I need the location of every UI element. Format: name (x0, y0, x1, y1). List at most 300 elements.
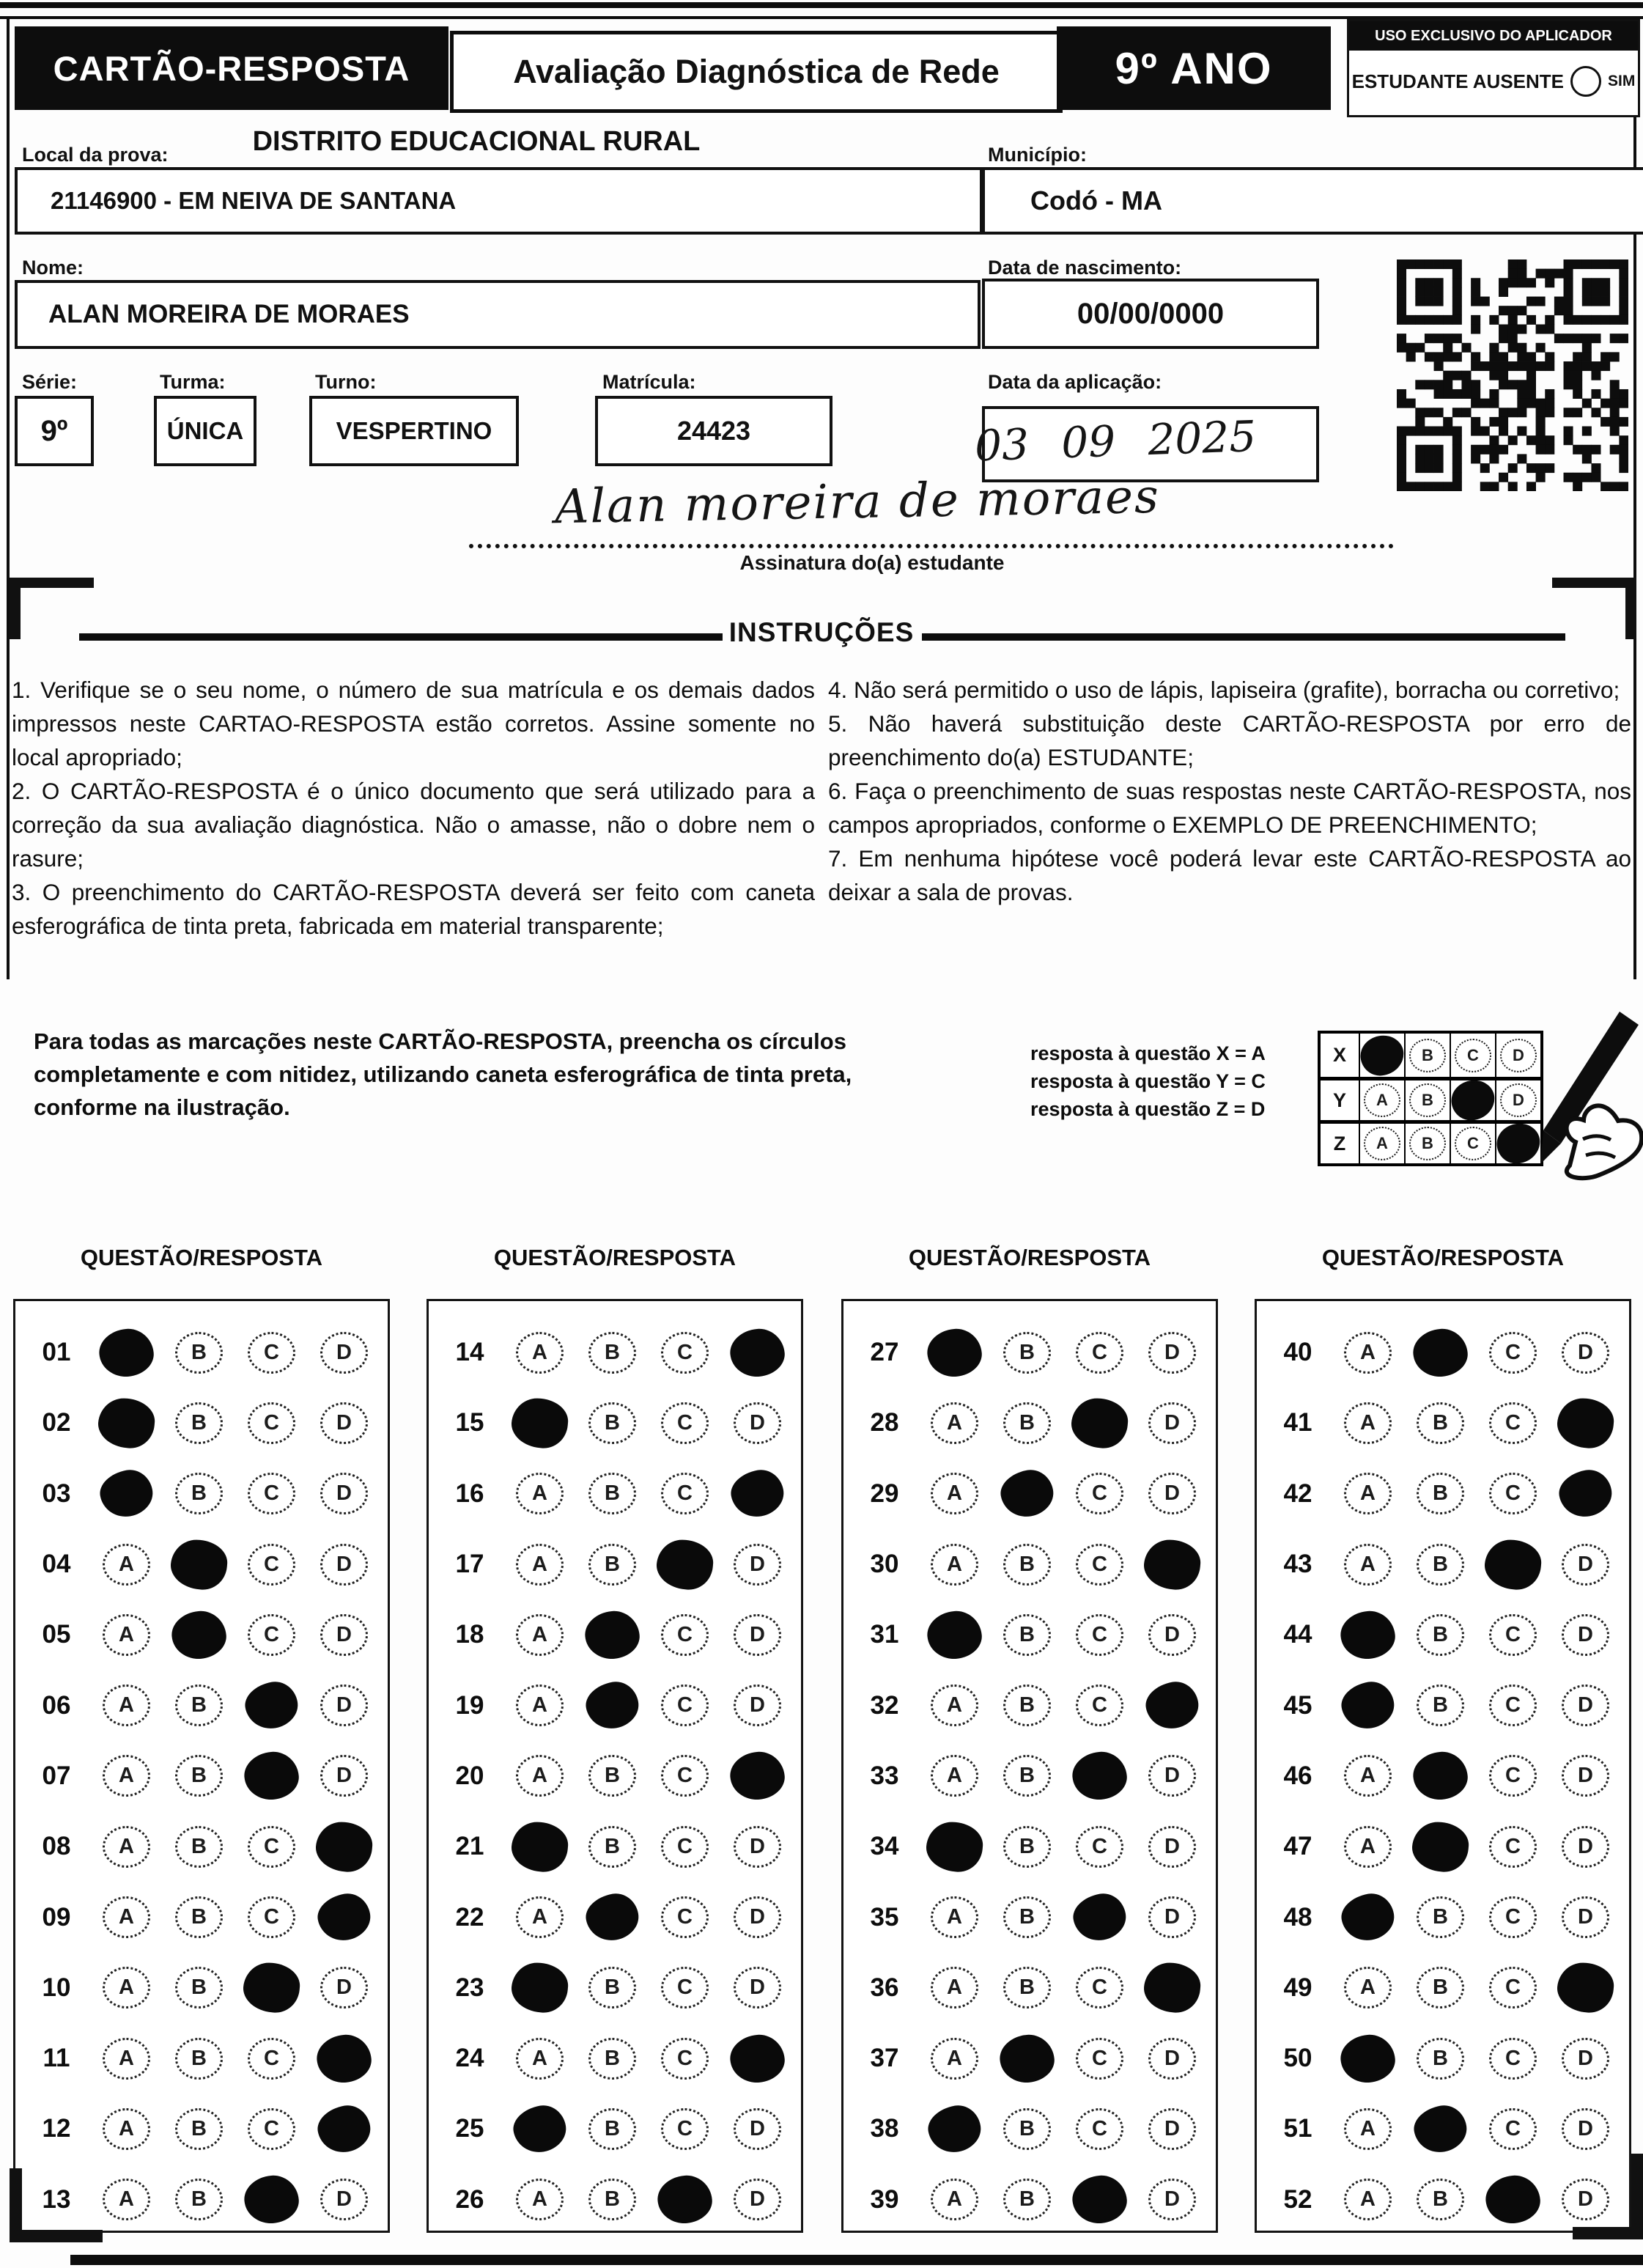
bubble-q41-B[interactable]: B (1417, 1402, 1464, 1444)
bubble-q05-A[interactable]: A (103, 1614, 150, 1656)
question-row-14 (436, 1317, 801, 1388)
bubble-q47-A[interactable]: A (1344, 1826, 1392, 1868)
answers-header-2: QUESTÃO/RESPOSTA (493, 1245, 736, 1270)
local-label: Local da prova: (22, 144, 169, 166)
bubble-q39-C[interactable] (1071, 2173, 1129, 2225)
example-legend (1030, 1039, 1280, 1123)
bubble-q14-B[interactable]: B (588, 1332, 636, 1374)
bubble-q29-C[interactable]: C (1076, 1473, 1123, 1514)
answers-header-4: QUESTÃO/RESPOSTA (1321, 1245, 1565, 1270)
turma-label: Turma: (160, 371, 226, 393)
bubble-q11-B[interactable]: B (175, 2038, 223, 2080)
example-cell (1359, 1034, 1404, 1077)
bubble-q24-C[interactable]: C (661, 2038, 709, 2080)
bubble-q07-A[interactable]: A (103, 1755, 150, 1797)
bubble-q49-B[interactable]: B (1417, 1967, 1464, 2009)
bubble-q21-A[interactable] (509, 1819, 569, 1874)
example-bubble-Z-C: C (1455, 1127, 1491, 1160)
bubble-q34-B[interactable]: B (1003, 1826, 1051, 1868)
bubble-q38-A[interactable] (925, 2102, 984, 2156)
bubble-q41-A[interactable]: A (1344, 1402, 1392, 1444)
bubble-q39-D[interactable]: D (1148, 2179, 1196, 2220)
bubble-q44-A[interactable] (1339, 1609, 1397, 1661)
bubble-q48-D[interactable]: D (1562, 1896, 1609, 1938)
bubble-q04-C[interactable]: C (248, 1544, 295, 1586)
instruction-item-3: 3. O preenchimento do CARTÃO-RESPOSTA deverá ser feito com caneta esferográfica de tinta preta, fabricada em material transparente; (12, 879, 815, 939)
bubble-q33-D[interactable]: D (1148, 1755, 1196, 1797)
bubble-q12-B[interactable]: B (175, 2108, 223, 2150)
bubble-q01-B[interactable]: B (175, 1332, 223, 1374)
instruction-item-1: 1. Verifique se o seu nome, o número de sua matrícula e os demais dados impressos neste CARTAO-RESPOSTA estão corretos. Assine somente no local apropriado; (12, 677, 815, 770)
bubble-q30-D[interactable] (1142, 1537, 1202, 1591)
bubble-q18-B[interactable] (583, 1609, 641, 1661)
bubble-q23-B[interactable]: B (588, 1967, 636, 2009)
district-name: DISTRITO EDUCACIONAL RURAL (252, 126, 701, 157)
bubble-q49-D[interactable] (1555, 1961, 1615, 2015)
bubble-q09-B[interactable]: B (175, 1896, 223, 1938)
bubble-q39-A[interactable]: A (931, 2179, 978, 2220)
question-row-31 (851, 1599, 1216, 1670)
bubble-q13-B[interactable]: B (175, 2179, 223, 2220)
question-number-40: 40 (1283, 1338, 1312, 1367)
bubble-q24-B[interactable]: B (588, 2038, 636, 2080)
bubble-q31-A[interactable] (926, 1609, 983, 1661)
question-number-51: 51 (1283, 2114, 1312, 2143)
bubble-q25-B[interactable]: B (588, 2108, 636, 2150)
question-row-28 (851, 1388, 1216, 1458)
bubble-q22-D[interactable]: D (734, 1896, 781, 1938)
bubble-q06-B[interactable]: B (175, 1685, 223, 1726)
question-row-39 (851, 2165, 1216, 2235)
bubble-q06-C[interactable] (242, 1679, 301, 1733)
bubble-q24-A[interactable]: A (516, 2038, 564, 2080)
question-number-11: 11 (43, 2044, 70, 2073)
bubble-q01-C[interactable]: C (248, 1332, 295, 1374)
bubble-q17-A[interactable]: A (516, 1544, 564, 1586)
bubble-q11-D[interactable] (315, 2033, 373, 2085)
question-row-35 (851, 1882, 1216, 1952)
question-number-46: 46 (1283, 1761, 1312, 1790)
instruction-item-5: 5. Não haverá substituição deste CARTÃO-RESPOSTA por erro de preenchimento do(a) ESTUDANTE; (828, 710, 1631, 770)
example-cell (1359, 1120, 1404, 1163)
question-row-38 (851, 2094, 1216, 2164)
bubble-q18-D[interactable]: D (734, 1614, 781, 1656)
bubble-q02-C[interactable]: C (248, 1402, 295, 1444)
example-cell (1404, 1077, 1450, 1120)
bubble-q07-B[interactable]: B (175, 1755, 223, 1797)
turno-label: Turno: (315, 371, 377, 393)
question-row-40 (1264, 1317, 1629, 1388)
bubble-q35-B[interactable]: B (1003, 1896, 1051, 1938)
question-row-25 (436, 2094, 801, 2164)
bubble-q32-B[interactable]: B (1003, 1685, 1051, 1726)
bubble-q30-C[interactable]: C (1076, 1544, 1123, 1586)
bubble-q32-C[interactable]: C (1076, 1685, 1123, 1726)
bubble-q05-C[interactable]: C (248, 1614, 295, 1656)
bubble-q29-B[interactable] (997, 1467, 1057, 1521)
question-row-04 (23, 1529, 388, 1599)
bubble-q51-B[interactable] (1411, 2102, 1470, 2156)
bubble-q44-C[interactable]: C (1489, 1614, 1537, 1656)
bubble-q15-A[interactable] (509, 1396, 569, 1451)
bubble-q25-D[interactable]: D (734, 2108, 781, 2150)
bubble-q17-B[interactable]: B (588, 1544, 636, 1586)
bubble-q04-A[interactable]: A (103, 1544, 150, 1586)
answer-column-2 (427, 1299, 803, 2233)
bubble-q20-A[interactable]: A (516, 1755, 564, 1797)
instructions-right-column (828, 673, 1631, 909)
bubble-q12-C[interactable]: C (248, 2108, 295, 2150)
bubble-q10-A[interactable]: A (103, 1967, 150, 2009)
bubble-q20-C[interactable]: C (661, 1755, 709, 1797)
bubble-q18-A[interactable]: A (516, 1614, 564, 1656)
question-row-08 (23, 1811, 388, 1882)
bubble-q42-D[interactable] (1556, 1467, 1615, 1521)
bubble-q29-D[interactable]: D (1148, 1473, 1196, 1514)
question-number-45: 45 (1283, 1690, 1312, 1720)
bubble-q07-D[interactable]: D (320, 1755, 368, 1797)
question-row-19 (436, 1670, 801, 1740)
question-row-44 (1264, 1599, 1629, 1670)
bubble-q52-B[interactable]: B (1417, 2179, 1464, 2220)
bubble-q03-C[interactable]: C (248, 1473, 295, 1514)
bubble-q19-B[interactable] (583, 1679, 642, 1733)
bubble-q04-B[interactable] (169, 1537, 229, 1591)
bubble-q48-C[interactable]: C (1489, 1896, 1537, 1938)
bubble-q17-D[interactable]: D (734, 1544, 781, 1586)
bubble-q51-A[interactable]: A (1344, 2108, 1392, 2150)
bubble-q26-C[interactable] (656, 2173, 714, 2225)
bubble-q43-A[interactable]: A (1344, 1544, 1392, 1586)
bubble-q34-C[interactable]: C (1076, 1826, 1123, 1868)
bubble-q02-B[interactable]: B (175, 1402, 223, 1444)
question-row-37 (851, 2023, 1216, 2094)
bubble-q14-A[interactable]: A (516, 1332, 564, 1374)
bubble-q14-D[interactable] (728, 1327, 786, 1379)
bubble-q04-D[interactable]: D (320, 1544, 368, 1586)
bubble-q16-A[interactable]: A (516, 1473, 564, 1514)
bubble-q11-C[interactable]: C (248, 2038, 295, 2080)
qr-code (1397, 259, 1628, 491)
question-row-22 (436, 1882, 801, 1952)
bubble-q21-C[interactable]: C (661, 1826, 709, 1868)
bubble-q08-D[interactable] (314, 1819, 374, 1874)
bubble-q47-D[interactable]: D (1562, 1826, 1609, 1868)
bubble-q01-A[interactable] (97, 1327, 155, 1379)
aplicacao-handwritten-date: 03 09 2025 (973, 410, 1258, 471)
bubble-q50-D[interactable]: D (1562, 2038, 1609, 2080)
bubble-q25-C[interactable]: C (661, 2108, 709, 2150)
bubble-q52-D[interactable]: D (1562, 2179, 1609, 2220)
bubble-q32-A[interactable]: A (931, 1685, 978, 1726)
nascimento-label: Data de nascimento: (988, 257, 1182, 279)
question-number-44: 44 (1283, 1620, 1312, 1649)
turno-field: VESPERTINO (309, 396, 519, 466)
bubble-q11-A[interactable]: A (103, 2038, 150, 2080)
bubble-q23-D[interactable]: D (734, 1967, 781, 2009)
bubble-q08-A[interactable]: A (103, 1826, 150, 1868)
question-number-01: 01 (42, 1338, 71, 1367)
bubble-q50-C[interactable]: C (1489, 2038, 1537, 2080)
bubble-q36-D[interactable] (1142, 1961, 1202, 2015)
example-cell (1359, 1077, 1404, 1120)
bubble-q09-D[interactable] (314, 1890, 374, 1944)
bubble-q10-B[interactable]: B (175, 1967, 223, 2009)
bubble-q13-C[interactable] (243, 2173, 300, 2225)
instructions-title: INSTRUÇÕES (728, 617, 915, 647)
bubble-q36-C[interactable]: C (1076, 1967, 1123, 2009)
bubble-q46-D[interactable]: D (1562, 1755, 1609, 1797)
bubble-q47-C[interactable]: C (1489, 1826, 1537, 1868)
bubble-q45-C[interactable]: C (1489, 1685, 1537, 1726)
question-row-32 (851, 1670, 1216, 1740)
bubble-q19-A[interactable]: A (516, 1685, 564, 1726)
bubble-q42-B[interactable]: B (1417, 1473, 1464, 1514)
bubble-q02-A[interactable] (96, 1396, 156, 1451)
bubble-q24-D[interactable] (728, 2033, 786, 2085)
bubble-q46-B[interactable] (1411, 1750, 1469, 1802)
top-rule (0, 2, 1643, 8)
bubble-q22-B[interactable] (583, 1890, 642, 1944)
bubble-q33-C[interactable] (1071, 1750, 1129, 1802)
bubble-q49-A[interactable]: A (1344, 1967, 1392, 2009)
question-number-21: 21 (455, 1832, 484, 1861)
question-row-15 (436, 1388, 801, 1458)
bubble-q49-C[interactable]: C (1489, 1967, 1537, 2009)
question-row-43 (1264, 1529, 1629, 1599)
bubble-q10-C[interactable] (241, 1961, 301, 2015)
bubble-q44-B[interactable]: B (1417, 1614, 1464, 1656)
bubble-q03-A[interactable] (97, 1467, 156, 1521)
question-row-46 (1264, 1741, 1629, 1811)
bubble-q27-D[interactable]: D (1148, 1332, 1196, 1374)
example-bubble-X-B: B (1409, 1039, 1446, 1072)
bubble-q40-C[interactable]: C (1489, 1332, 1537, 1374)
bubble-q26-B[interactable]: B (588, 2179, 636, 2220)
bubble-q47-B[interactable] (1410, 1819, 1470, 1874)
bubble-q46-A[interactable]: A (1344, 1755, 1392, 1797)
bubble-q41-C[interactable]: C (1489, 1402, 1537, 1444)
bubble-q50-A[interactable] (1339, 2033, 1397, 2085)
bubble-q30-A[interactable]: A (931, 1544, 978, 1586)
question-row-47 (1264, 1811, 1629, 1882)
question-number-35: 35 (870, 1902, 899, 1932)
question-number-08: 08 (42, 1832, 71, 1861)
question-row-20 (436, 1741, 801, 1811)
bubble-q45-A[interactable] (1338, 1679, 1398, 1733)
example-row-label-X: X (1332, 1044, 1346, 1066)
bubble-q01-D[interactable]: D (320, 1332, 368, 1374)
bubble-q16-C[interactable]: C (661, 1473, 709, 1514)
absent-bubble[interactable] (1570, 66, 1601, 97)
bubble-q19-D[interactable]: D (734, 1685, 781, 1726)
bubble-q31-C[interactable]: C (1076, 1614, 1123, 1656)
bubble-q10-D[interactable]: D (320, 1967, 368, 2009)
question-number-36: 36 (870, 1973, 899, 2002)
bubble-q36-A[interactable]: A (931, 1967, 978, 2009)
question-number-23: 23 (455, 1973, 484, 2002)
bubble-q42-A[interactable]: A (1344, 1473, 1392, 1514)
bubble-q09-A[interactable]: A (103, 1896, 150, 1938)
bubble-q48-A[interactable] (1338, 1890, 1398, 1944)
bubble-q26-A[interactable]: A (516, 2179, 564, 2220)
question-row-48 (1264, 1882, 1629, 1952)
instructions-rule-left (79, 633, 723, 641)
bubble-q52-A[interactable]: A (1344, 2179, 1392, 2220)
bubble-q35-C[interactable] (1070, 1890, 1129, 1944)
bubble-q21-B[interactable]: B (588, 1826, 636, 1868)
question-number-09: 09 (42, 1902, 71, 1932)
question-number-28: 28 (870, 1408, 899, 1437)
question-number-18: 18 (455, 1620, 484, 1649)
bubble-q31-D[interactable]: D (1148, 1614, 1196, 1656)
question-number-20: 20 (455, 1761, 484, 1790)
instruction-item-4: 4. Não será permitido o uso de lápis, lapiseira (grafite), borracha ou corretivo; (828, 677, 1620, 703)
nome-field: ALAN MOREIRA DE MORAES (15, 280, 981, 349)
bubble-q12-D[interactable] (314, 2102, 374, 2156)
bubble-q42-C[interactable]: C (1489, 1473, 1537, 1514)
bubble-q51-C[interactable]: C (1489, 2108, 1537, 2150)
question-number-03: 03 (42, 1479, 71, 1508)
bubble-q36-B[interactable]: B (1003, 1967, 1051, 2009)
question-row-45 (1264, 1670, 1629, 1740)
bubble-q25-A[interactable] (510, 2102, 569, 2156)
bubble-q40-A[interactable]: A (1344, 1332, 1392, 1374)
bubble-q09-C[interactable]: C (248, 1896, 295, 1938)
bubble-q52-C[interactable] (1484, 2173, 1542, 2225)
bubble-q08-B[interactable]: B (175, 1826, 223, 1868)
sheet-title: CARTÃO-RESPOSTA (15, 26, 448, 110)
question-number-26: 26 (455, 2184, 484, 2214)
bubble-q06-A[interactable]: A (103, 1685, 150, 1726)
bubble-q20-B[interactable]: B (588, 1755, 636, 1797)
example-cell (1404, 1120, 1450, 1163)
bubble-q30-B[interactable]: B (1003, 1544, 1051, 1586)
question-number-04: 04 (42, 1550, 71, 1579)
bubble-q40-B[interactable] (1411, 1327, 1469, 1379)
instructions-left-column (12, 673, 815, 943)
example-bubble-Y-D: D (1500, 1083, 1537, 1117)
bubble-q03-B[interactable]: B (175, 1473, 223, 1514)
bubble-q38-D[interactable]: D (1148, 2108, 1196, 2150)
bubble-q33-B[interactable]: B (1003, 1755, 1051, 1797)
bubble-q07-C[interactable] (243, 1750, 300, 1802)
bubble-q16-D[interactable] (728, 1467, 787, 1521)
bubble-q38-B[interactable]: B (1003, 2108, 1051, 2150)
bubble-q23-C[interactable]: C (661, 1967, 709, 2009)
registration-mark-bottom-left (10, 2168, 103, 2242)
bubble-q34-A[interactable] (924, 1819, 984, 1874)
signature-handwritten: Alan moreira de moraes (554, 469, 1161, 535)
bubble-q43-D[interactable]: D (1562, 1544, 1609, 1586)
question-row-02 (23, 1388, 388, 1458)
bubble-q28-A[interactable]: A (931, 1402, 978, 1444)
bubble-q37-B[interactable] (998, 2033, 1056, 2085)
bubble-q20-D[interactable] (728, 1750, 786, 1802)
question-row-23 (436, 1953, 801, 2023)
bubble-q05-D[interactable]: D (320, 1614, 368, 1656)
bubble-q40-D[interactable]: D (1562, 1332, 1609, 1374)
bubble-q44-D[interactable]: D (1562, 1614, 1609, 1656)
bubble-q37-C[interactable]: C (1076, 2038, 1123, 2080)
bubble-q28-B[interactable]: B (1003, 1402, 1051, 1444)
bubble-q16-B[interactable]: B (588, 1473, 636, 1514)
bubble-q41-D[interactable] (1555, 1396, 1615, 1451)
bubble-q45-B[interactable]: B (1417, 1685, 1464, 1726)
bubble-q17-C[interactable] (654, 1537, 715, 1591)
bubble-q46-C[interactable]: C (1489, 1755, 1537, 1797)
instruction-item-7: 7. Em nenhuma hipótese você poderá levar este CARTÃO-RESPOSTA ao deixar a sala de provas. (828, 845, 1631, 905)
question-number-19: 19 (455, 1690, 484, 1720)
bubble-q39-B[interactable]: B (1003, 2179, 1051, 2220)
bubble-q08-C[interactable]: C (248, 1826, 295, 1868)
bubble-q43-B[interactable]: B (1417, 1544, 1464, 1586)
bubble-q02-D[interactable]: D (320, 1402, 368, 1444)
bubble-q27-C[interactable]: C (1076, 1332, 1123, 1374)
bubble-q18-C[interactable]: C (661, 1614, 709, 1656)
bubble-q45-D[interactable]: D (1562, 1685, 1609, 1726)
question-row-50 (1264, 2023, 1629, 2094)
bubble-q51-D[interactable]: D (1562, 2108, 1609, 2150)
bubble-q35-A[interactable]: A (931, 1896, 978, 1938)
question-number-10: 10 (42, 1973, 71, 2002)
bubble-q27-A[interactable] (926, 1327, 983, 1379)
bubble-q35-D[interactable]: D (1148, 1896, 1196, 1938)
bubble-q14-C[interactable]: C (661, 1332, 709, 1374)
question-number-22: 22 (455, 1902, 484, 1932)
question-number-24: 24 (455, 2044, 484, 2073)
grade-badge: 9º ANO (1057, 26, 1331, 110)
bubble-q15-D[interactable]: D (734, 1402, 781, 1444)
bubble-q06-D[interactable]: D (320, 1685, 368, 1726)
bubble-q15-B[interactable]: B (588, 1402, 636, 1444)
bubble-q27-B[interactable]: B (1003, 1332, 1051, 1374)
bubble-q50-B[interactable]: B (1417, 2038, 1464, 2080)
bubble-q38-C[interactable]: C (1076, 2108, 1123, 2150)
bubble-q48-B[interactable]: B (1417, 1896, 1464, 1938)
bubble-q28-D[interactable]: D (1148, 1402, 1196, 1444)
bubble-q26-D[interactable]: D (734, 2179, 781, 2220)
bubble-q15-C[interactable]: C (661, 1402, 709, 1444)
bubble-q31-B[interactable]: B (1003, 1614, 1051, 1656)
bubble-q32-D[interactable] (1142, 1679, 1202, 1733)
bubble-q28-C[interactable] (1069, 1396, 1129, 1451)
bubble-q43-C[interactable] (1483, 1537, 1543, 1591)
bubble-q34-D[interactable]: D (1148, 1826, 1196, 1868)
bubble-q33-A[interactable]: A (931, 1755, 978, 1797)
question-number-30: 30 (870, 1550, 899, 1579)
question-row-01 (23, 1317, 388, 1388)
example-row-label-Z: Z (1321, 1120, 1359, 1163)
bubble-q21-D[interactable]: D (734, 1826, 781, 1868)
question-row-12 (23, 2094, 388, 2164)
bubble-q37-D[interactable]: D (1148, 2038, 1196, 2080)
bubble-q19-C[interactable]: C (661, 1685, 709, 1726)
bubble-q03-D[interactable]: D (320, 1473, 368, 1514)
question-number-14: 14 (455, 1338, 484, 1367)
bubble-q22-A[interactable]: A (516, 1896, 564, 1938)
bubble-q23-A[interactable] (509, 1961, 569, 2015)
bubble-q13-D[interactable]: D (320, 2179, 368, 2220)
bubble-q12-A[interactable]: A (103, 2108, 150, 2150)
bubble-q13-A[interactable]: A (103, 2179, 150, 2220)
municipio-label: Município: (988, 144, 1087, 166)
instruction-item-6: 6. Faça o preenchimento de suas respostas neste CARTÃO-RESPOSTA, nos campos apropriados, conforme o EXEMPLO DE PREENCHIMENTO; (828, 778, 1631, 838)
bubble-q37-A[interactable]: A (931, 2038, 978, 2080)
bubble-q29-A[interactable]: A (931, 1473, 978, 1514)
bubble-q22-C[interactable]: C (661, 1896, 709, 1938)
bubble-q05-B[interactable] (170, 1609, 228, 1661)
